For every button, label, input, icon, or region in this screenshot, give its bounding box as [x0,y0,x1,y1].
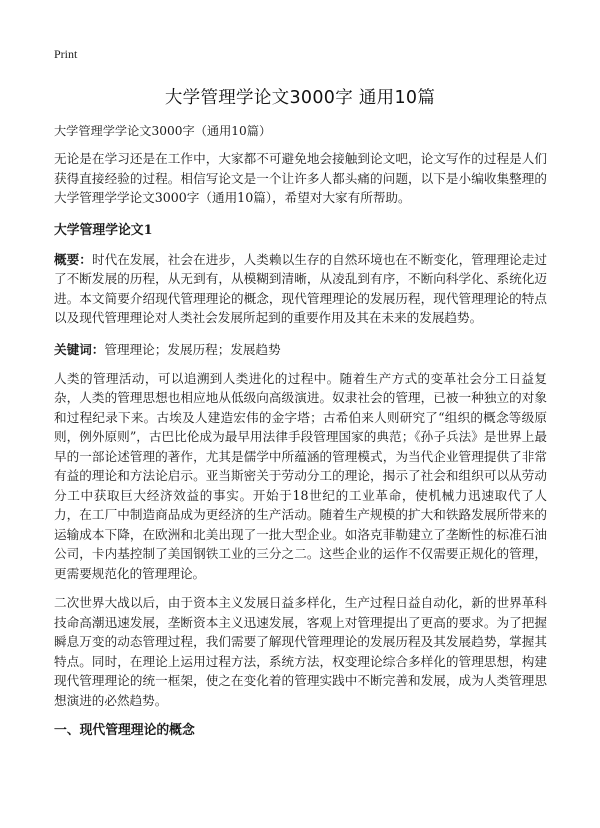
intro-paragraph: 无论是在学习还是在工作中，大家都不可避免地会接触到论文吧，论文写作的过程是人们获得直接经验的过程。相信写论文是一个让许多人都头痛的问题，以下是小编收集整理的大学管理学学论文3000字（通用10篇），希望对大家有所帮助。 [54,151,547,205]
keywords-text: 管理理论；发展历程；发展趋势 [104,341,281,357]
document-subtitle: 大学管理学学论文3000字（通用10篇） [54,124,272,138]
document-body [54,122,547,740]
chapter-heading: 一、现代管理理论的概念 [54,723,195,738]
keywords-line [54,340,547,359]
body-paragraph-2: 二次世界大战以后，由于资本主义发展日益多样化，生产过程日益自动化，新的世界革科技命高潮迅速发展，垄断资本主义迅速发展，客观上对管理提出了更高的要求。为了把握瞬息万变的动态管理过程，我们需要了解现代管理理论的发展历程及其发展趋势，掌握其特点。同时，在理论上运用过程方法，系统方法，权变理论综合多样化的管理思想，构建现代管理理论的统一框架，使之在变化着的管理实践中不断完善和发展，成为人类管理思想演进的必然趋势。 [54,595,547,708]
section-heading: 大学管理学论文1 [54,222,153,238]
body-paragraph-1: 人类的管理活动，可以追溯到人类进化的过程中。随着生产方式的变革社会分工日益复杂，人类的管理思想也相应地从低级向高级演进。奴隶社会的管理，已被一种独立的对象和过程纪录下来。古埃及人建造宏伟的金字塔；古希伯来人则研究了“组织的概念等级原则，例外原则”，古巴比伦成为最早用法律手段管理国家的典范；《孙子兵法》是世界上最早的一部论述管理的著作，尤其是儒学中所蕴涵的管理模式，为当代企业管理提供了非常有益的理论和方法论启示。亚当斯密关于劳动分工的理论，揭示了社会和组织可以从劳动分工中获取巨大经济效益的事实。开始于18世纪的工业革命，使机械力迅速取代了人力，在工厂中制造商品成为更经济的生产活动。随着生产规模的扩大和铁路发展所带来的运输成本下降，在欧洲和北美出现了一批大型企业。如洛克菲勒建立了垄断性的标准石油公司，卡内基控制了美国钢铁工业的三分之二。这些企业的运作不仅需要正规化的管理，更需要规范化的管理理论。 [54,370,547,581]
abstract-text: 时代在发展，社会在进步，人类赖以生存的自然环境也在不断变化，管理理论走过了不断发展的历程，从无到有，从模糊到清晰，从凌乱到有序，不断向科学化、系统化迈进。本文简要介绍现代管理理论的概念，现代管理理论的发展历程，现代管理理论的特点以及现代管理理论对人类社会发展所起到的重要作用及其在未来的发展趋势。 [54,251,548,325]
document-title: 大学管理学论文3000字 通用10篇 [164,88,436,108]
abstract-label: 概要： [54,251,92,267]
abstract-paragraph [54,250,547,328]
print-label[interactable]: Print [54,47,78,61]
keywords-label: 关键词： [54,341,105,357]
